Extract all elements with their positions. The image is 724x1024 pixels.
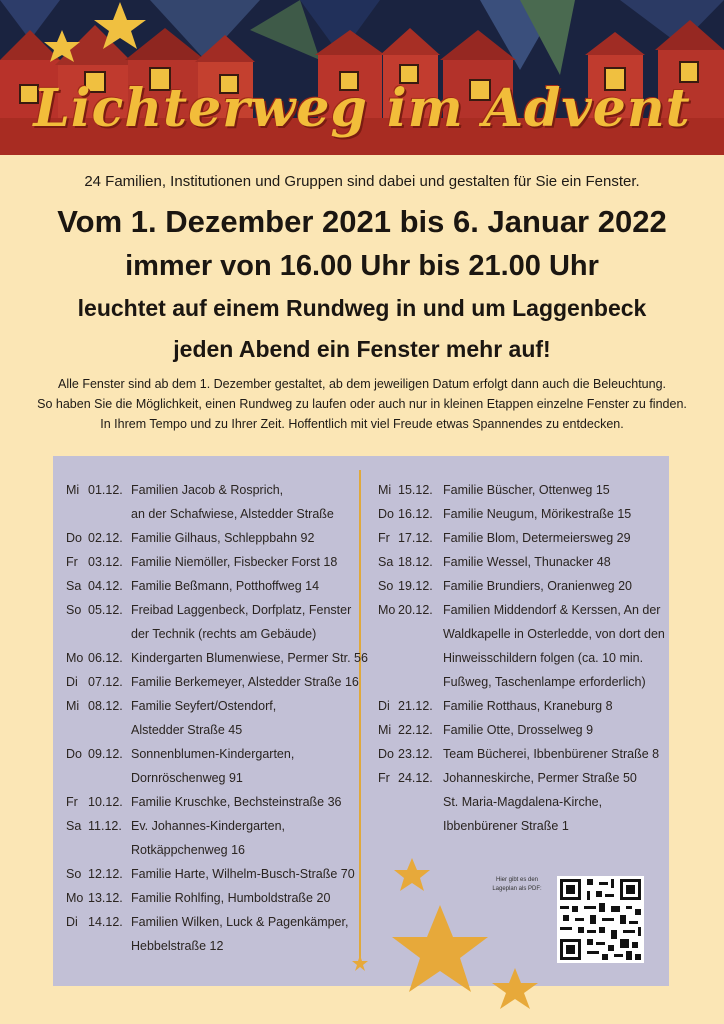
- date-label: 11.12.: [88, 819, 122, 833]
- qr-code-icon: [557, 876, 644, 963]
- schedule-entry: [378, 502, 665, 526]
- schedule-row: [66, 742, 368, 766]
- schedule-entry: [66, 478, 368, 526]
- date-label: 20.12.: [398, 603, 433, 617]
- window-host: Familie Wessel, Thunacker 48: [443, 555, 611, 569]
- schedule-entry: [66, 646, 368, 670]
- weekday-label: [66, 718, 88, 742]
- window-host: Familien Jacob & Rosprich,: [131, 483, 284, 497]
- schedule-entry: [378, 766, 665, 838]
- date-label: 03.12.: [88, 555, 123, 569]
- schedule-entry: [378, 550, 665, 574]
- window-host: St. Maria-Magdalena-Kirche,: [443, 795, 603, 809]
- schedule-entry: [66, 886, 368, 910]
- schedule-row: [66, 550, 368, 574]
- intro-text: 24 Familien, Institutionen und Gruppen sind dabei und gestalten für Sie ein Fenster.: [84, 173, 640, 190]
- schedule-row: [378, 550, 665, 574]
- schedule-entry: [66, 862, 368, 886]
- date-label: 24.12.: [398, 771, 433, 785]
- schedule-entry: [66, 742, 368, 790]
- schedule-row: [66, 646, 368, 670]
- schedule-row: [378, 622, 665, 646]
- page-title: Lichterweg im Advent: [33, 78, 691, 139]
- date-label: [88, 934, 131, 958]
- schedule-row: [66, 862, 368, 886]
- date-label: [88, 718, 131, 742]
- weekday-label: Sa: [378, 555, 394, 569]
- schedule-row: [66, 622, 368, 646]
- schedule-entry: [66, 574, 368, 598]
- weekday-label: Sa: [66, 579, 82, 593]
- window-host: Familie Rotthaus, Kraneburg 8: [443, 699, 613, 713]
- weekday-label: Di: [66, 915, 78, 929]
- schedule-row: [66, 718, 368, 742]
- window-host: Familie Gilhaus, Schleppbahn 92: [131, 531, 315, 545]
- window-host: Familie Berkemeyer, Alstedder Straße 16: [131, 675, 359, 689]
- date-label: 08.12.: [88, 699, 123, 713]
- date-label: [398, 790, 443, 814]
- weekday-label: [66, 622, 88, 646]
- schedule-row: [66, 934, 368, 958]
- weekday-label: So: [378, 579, 394, 593]
- weekday-label: Do: [378, 747, 394, 761]
- schedule-row: [378, 502, 665, 526]
- date-label: 02.12.: [88, 531, 123, 545]
- window-host: Familie Beßmann, Potthoffweg 14: [131, 579, 320, 593]
- window-host: Familie Harte, Wilhelm-Busch-Straße 70: [131, 867, 355, 881]
- date-label: 22.12.: [398, 723, 433, 737]
- date-range-heading: Vom 1. Dezember 2021 bis 6. Januar 2022: [57, 204, 667, 239]
- date-label: 21.12.: [398, 699, 433, 713]
- date-label: 19.12.: [398, 579, 433, 593]
- window-host: Familie Niemöller, Fisbecker Forst 18: [131, 555, 338, 569]
- weekday-label: [378, 622, 398, 646]
- weekday-label: Fr: [378, 531, 390, 545]
- schedule-entry: [378, 574, 665, 598]
- schedule-row: [66, 478, 368, 502]
- schedule-row: [378, 526, 665, 550]
- schedule-row: [66, 574, 368, 598]
- weekday-label: Mo: [66, 891, 84, 905]
- info-paragraph: [0, 374, 724, 434]
- weekday-label: Di: [66, 675, 78, 689]
- window-host: Freibad Laggenbeck, Dorfplatz, Fenster: [131, 603, 352, 617]
- weekday-label: Sa: [66, 819, 82, 833]
- schedule-row: [66, 598, 368, 622]
- window-host: Familie Büscher, Ottenweg 15: [443, 483, 610, 497]
- schedule-row: [66, 526, 368, 550]
- schedule-row: [378, 694, 665, 718]
- weekday-label: [378, 814, 398, 838]
- schedule-left-column: [66, 478, 368, 958]
- schedule-row: [66, 694, 368, 718]
- schedule-entry: [378, 694, 665, 718]
- schedule-entry: [66, 598, 368, 646]
- schedule-row: [378, 574, 665, 598]
- date-label: 13.12.: [88, 891, 123, 905]
- date-label: 07.12.: [88, 675, 123, 689]
- schedule-row: [66, 814, 368, 838]
- weekday-label: Do: [378, 507, 394, 521]
- date-label: 16.12.: [398, 507, 433, 521]
- qr-code[interactable]: [557, 876, 644, 963]
- info-line: So haben Sie die Möglichkeit, einen Rundweg zu laufen oder auch nur in kleinen Etappen einzelne Fenster zu finden.: [37, 397, 687, 411]
- date-label: [398, 814, 443, 838]
- window-host: Hinweisschildern folgen (ca. 10 min.: [443, 651, 644, 665]
- schedule-entry: [66, 910, 368, 958]
- schedule-row: [378, 814, 665, 838]
- weekday-label: [378, 790, 398, 814]
- schedule-entry: [66, 790, 368, 814]
- schedule-entry: [66, 694, 368, 742]
- schedule-row: [66, 838, 368, 862]
- date-label: [398, 670, 443, 694]
- schedule-entry: [378, 718, 665, 742]
- weekday-label: [378, 646, 398, 670]
- window-host: Familie Neugum, Mörikestraße 15: [443, 507, 632, 521]
- date-label: 05.12.: [88, 603, 123, 617]
- weekday-label: Mo: [378, 603, 396, 617]
- weekday-label: Fr: [378, 771, 390, 785]
- weekday-label: [66, 766, 88, 790]
- window-host: Familie Kruschke, Bechsteinstraße 36: [131, 795, 342, 809]
- date-label: 23.12.: [398, 747, 433, 761]
- schedule-row: [378, 742, 665, 766]
- date-label: 09.12.: [88, 747, 123, 761]
- schedule-entry: [378, 598, 665, 694]
- date-label: 04.12.: [88, 579, 123, 593]
- window-host: Familie Rohlfing, Humboldstraße 20: [131, 891, 331, 905]
- schedule-entry: [66, 526, 368, 550]
- window-host: Familie Seyfert/Ostendorf,: [131, 699, 277, 713]
- window-host: Fußweg, Taschenlampe erforderlich): [443, 675, 646, 689]
- weekday-label: So: [66, 603, 82, 617]
- date-label: [88, 622, 131, 646]
- schedule-row: [378, 646, 665, 670]
- weekday-label: Mi: [66, 699, 80, 713]
- window-host: Sonnenblumen-Kindergarten,: [131, 747, 295, 761]
- tagline-heading: jeden Abend ein Fenster mehr auf!: [173, 336, 551, 362]
- time-heading: immer von 16.00 Uhr bis 21.00 Uhr: [125, 250, 599, 282]
- schedule-row: [66, 790, 368, 814]
- schedule-row: [378, 718, 665, 742]
- window-host: Familie Blom, Determeiersweg 29: [443, 531, 631, 545]
- window-host: Dornröschenweg 91: [131, 771, 243, 785]
- weekday-label: [378, 670, 398, 694]
- schedule-entry: [378, 742, 665, 766]
- window-host: Hebbelstraße 12: [131, 939, 224, 953]
- schedule-row: [66, 766, 368, 790]
- schedule-row: [378, 670, 665, 694]
- weekday-label: Do: [66, 747, 82, 761]
- schedule-entry: [66, 670, 368, 694]
- date-label: [398, 622, 443, 646]
- info-line: Alle Fenster sind ab dem 1. Dezember gestaltet, ab dem jeweiligen Datum erfolgt dann auch die Beleuchtung.: [58, 377, 666, 391]
- date-label: [88, 766, 131, 790]
- qr-caption-line: Hier gibt es den: [495, 877, 539, 883]
- schedule-row: [66, 910, 368, 934]
- weekday-label: Fr: [66, 795, 78, 809]
- weekday-label: [66, 934, 88, 958]
- schedule-row: [66, 886, 368, 910]
- weekday-label: Mi: [66, 483, 80, 497]
- schedule-row: [378, 598, 665, 622]
- weekday-label: Mi: [378, 483, 392, 497]
- schedule-row: [66, 502, 368, 526]
- weekday-label: Di: [378, 699, 390, 713]
- weekday-label: So: [66, 867, 82, 881]
- schedule-row: [378, 478, 665, 502]
- date-label: 18.12.: [398, 555, 433, 569]
- window-host: Ev. Johannes-Kindergarten,: [131, 819, 286, 833]
- schedule-entry: [66, 550, 368, 574]
- window-host: Rotkäppchenweg 16: [131, 843, 245, 857]
- window-host: Familien Wilken, Luck & Pagenkämper,: [131, 915, 349, 929]
- date-label: 17.12.: [398, 531, 433, 545]
- schedule-row: [378, 766, 665, 790]
- window-host: Team Bücherei, Ibbenbürener Straße 8: [443, 747, 660, 761]
- location-heading: leuchtet auf einem Rundweg in und um Laggenbeck: [77, 295, 647, 321]
- weekday-label: [66, 838, 88, 862]
- date-label: 01.12.: [88, 483, 123, 497]
- qr-caption: [467, 876, 567, 894]
- date-label: 12.12.: [88, 867, 123, 881]
- schedule-right-column: [378, 478, 665, 838]
- window-host: an der Schafwiese, Alstedder Straße: [131, 507, 334, 521]
- date-label: [398, 646, 443, 670]
- window-host: Familie Brundiers, Oranienweg 20: [443, 579, 632, 593]
- weekday-label: Do: [66, 531, 82, 545]
- window-host: Johanneskirche, Permer Straße 50: [443, 771, 637, 785]
- schedule-entry: [378, 526, 665, 550]
- window-host: Waldkapelle in Osterledde, von dort den: [443, 627, 665, 641]
- window-host: Ibbenbürener Straße 1: [443, 819, 569, 833]
- weekday-label: Mo: [66, 651, 84, 665]
- window-host: Familien Middendorf & Kerssen, An der: [443, 603, 661, 617]
- window-host: Alstedder Straße 45: [131, 723, 243, 737]
- schedule-entry: [66, 814, 368, 862]
- schedule-row: [378, 790, 665, 814]
- weekday-label: [66, 502, 88, 526]
- date-label: 14.12.: [88, 915, 123, 929]
- window-host: der Technik (rechts am Gebäude): [131, 627, 317, 641]
- qr-caption-line: Lageplan als PDF:: [492, 886, 542, 892]
- date-label: 15.12.: [398, 483, 433, 497]
- schedule-row: [66, 670, 368, 694]
- window-host: Familie Otte, Drosselweg 9: [443, 723, 594, 737]
- date-label: 06.12.: [88, 651, 123, 665]
- info-line: In Ihrem Tempo und zu Ihrer Zeit. Hoffentlich mit viel Freude etwas Spannendes zu entdecken.: [100, 417, 624, 431]
- date-label: [88, 502, 131, 526]
- header-banner: [0, 0, 724, 155]
- date-label: [88, 838, 131, 862]
- date-label: 10.12.: [88, 795, 123, 809]
- schedule-entry: [378, 478, 665, 502]
- weekday-label: Fr: [66, 555, 78, 569]
- weekday-label: Mi: [378, 723, 392, 737]
- window-host: Kindergarten Blumenwiese, Permer Str. 56: [131, 651, 368, 665]
